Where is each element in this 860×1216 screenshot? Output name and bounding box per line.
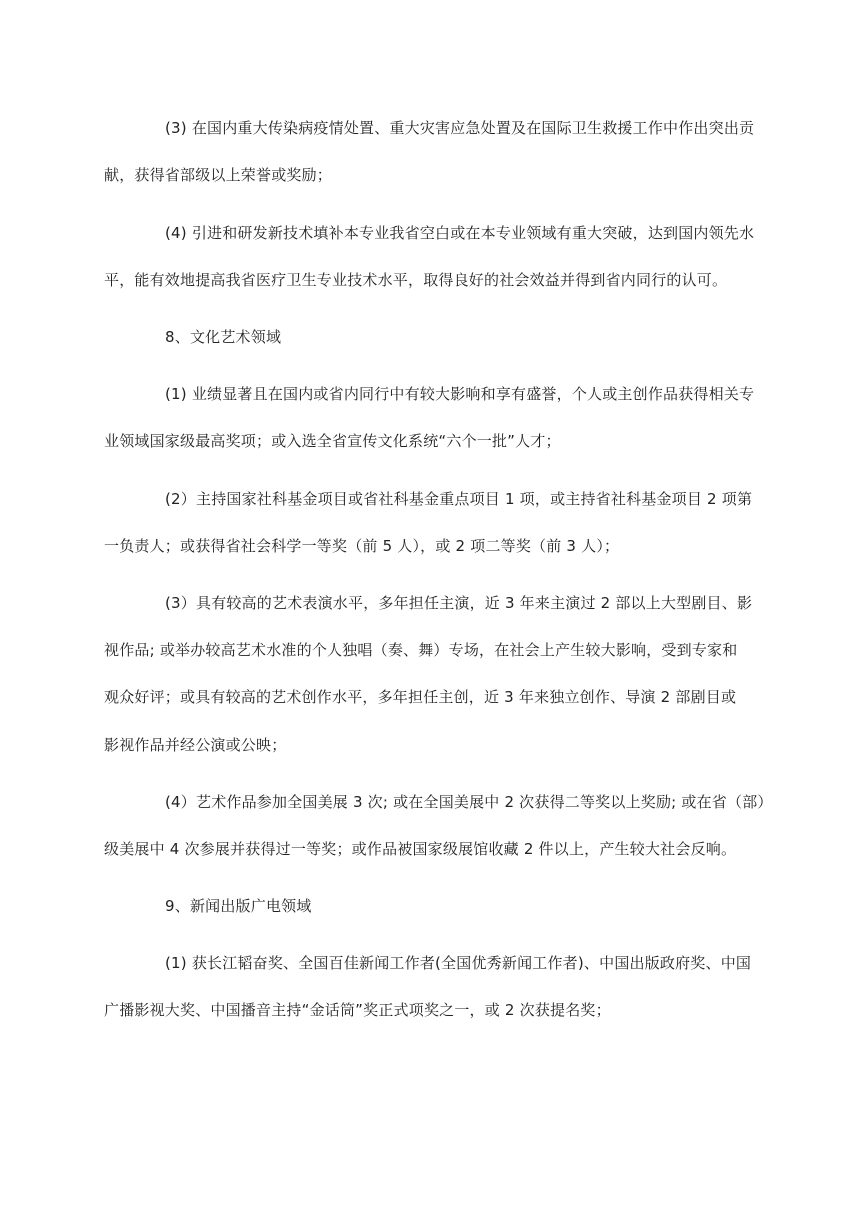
paragraph-line: 一负责人；或获得省社会科学一等奖（前 5 人），或 2 项二等奖（前 3 人）； — [104, 537, 620, 555]
paragraph-line: (1) 业绩显著且在国内或省内同行中有较大影响和享有盛誉，个人或主创作品获得相关专 — [165, 385, 755, 403]
paragraph-line: (2）主持国家社科基金项目或省社科基金重点项目 1 项，或主持省社科基金项目 2 项第 — [165, 490, 753, 508]
section-heading: 8、文化艺术领域 — [165, 328, 282, 346]
paragraph-line: 视作品; 或举办较高艺术水准的个人独唱（奏、舞）专场，在社会上产生较大影响，受到专家和 — [104, 641, 738, 659]
section-heading: 9、新闻出版广电领域 — [165, 897, 312, 915]
paragraph-line: (4）艺术作品参加全国美展 3 次; 或在全国美展中 2 次获得二等奖以上奖励; 或在省（部） — [165, 793, 773, 811]
paragraph-line: (3) 在国内重大传染病疫情处置、重大灾害应急处置及在国际卫生救援工作中作出突出贡 — [165, 119, 755, 137]
paragraph-line: (4) 引进和研发新技术填补本专业我省空白或在本专业领域有重大突破，达到国内领先水 — [165, 224, 755, 242]
paragraph-line: (3）具有较高的艺术表演水平，多年担任主演，近 3 年来主演过 2 部以上大型剧目、影 — [165, 594, 753, 612]
paragraph-line: 级美展中 4 次参展并获得过一等奖；或作品被国家级展馆收藏 2 件以上，产生较大社会反响。 — [104, 840, 737, 858]
paragraph-line: 观众好评；或具有较高的艺术创作水平，多年担任主创，近 3 年来独立创作、导演 2 部剧目或 — [104, 688, 737, 706]
paragraph-line: 献，获得省部级以上荣誉或奖励； — [104, 166, 333, 184]
paragraph-line: 广播影视大奖、中国播音主持“金话筒”奖正式项奖之一，或 2 次获提名奖； — [104, 1001, 611, 1019]
paragraph-line: 平，能有效地提高我省医疗卫生专业技术水平，取得良好的社会效益并得到省内同行的认可。 — [104, 271, 728, 289]
paragraph-line: (1) 获长江韬奋奖、全国百佳新闻工作者(全国优秀新闻工作者)、中国出版政府奖、中国 — [165, 954, 752, 972]
paragraph-line: 业领域国家级最高奖项；或入选全省宣传文化系统“六个一批”人才； — [104, 432, 561, 450]
paragraph-line: 影视作品并经公演或公映； — [104, 736, 287, 754]
